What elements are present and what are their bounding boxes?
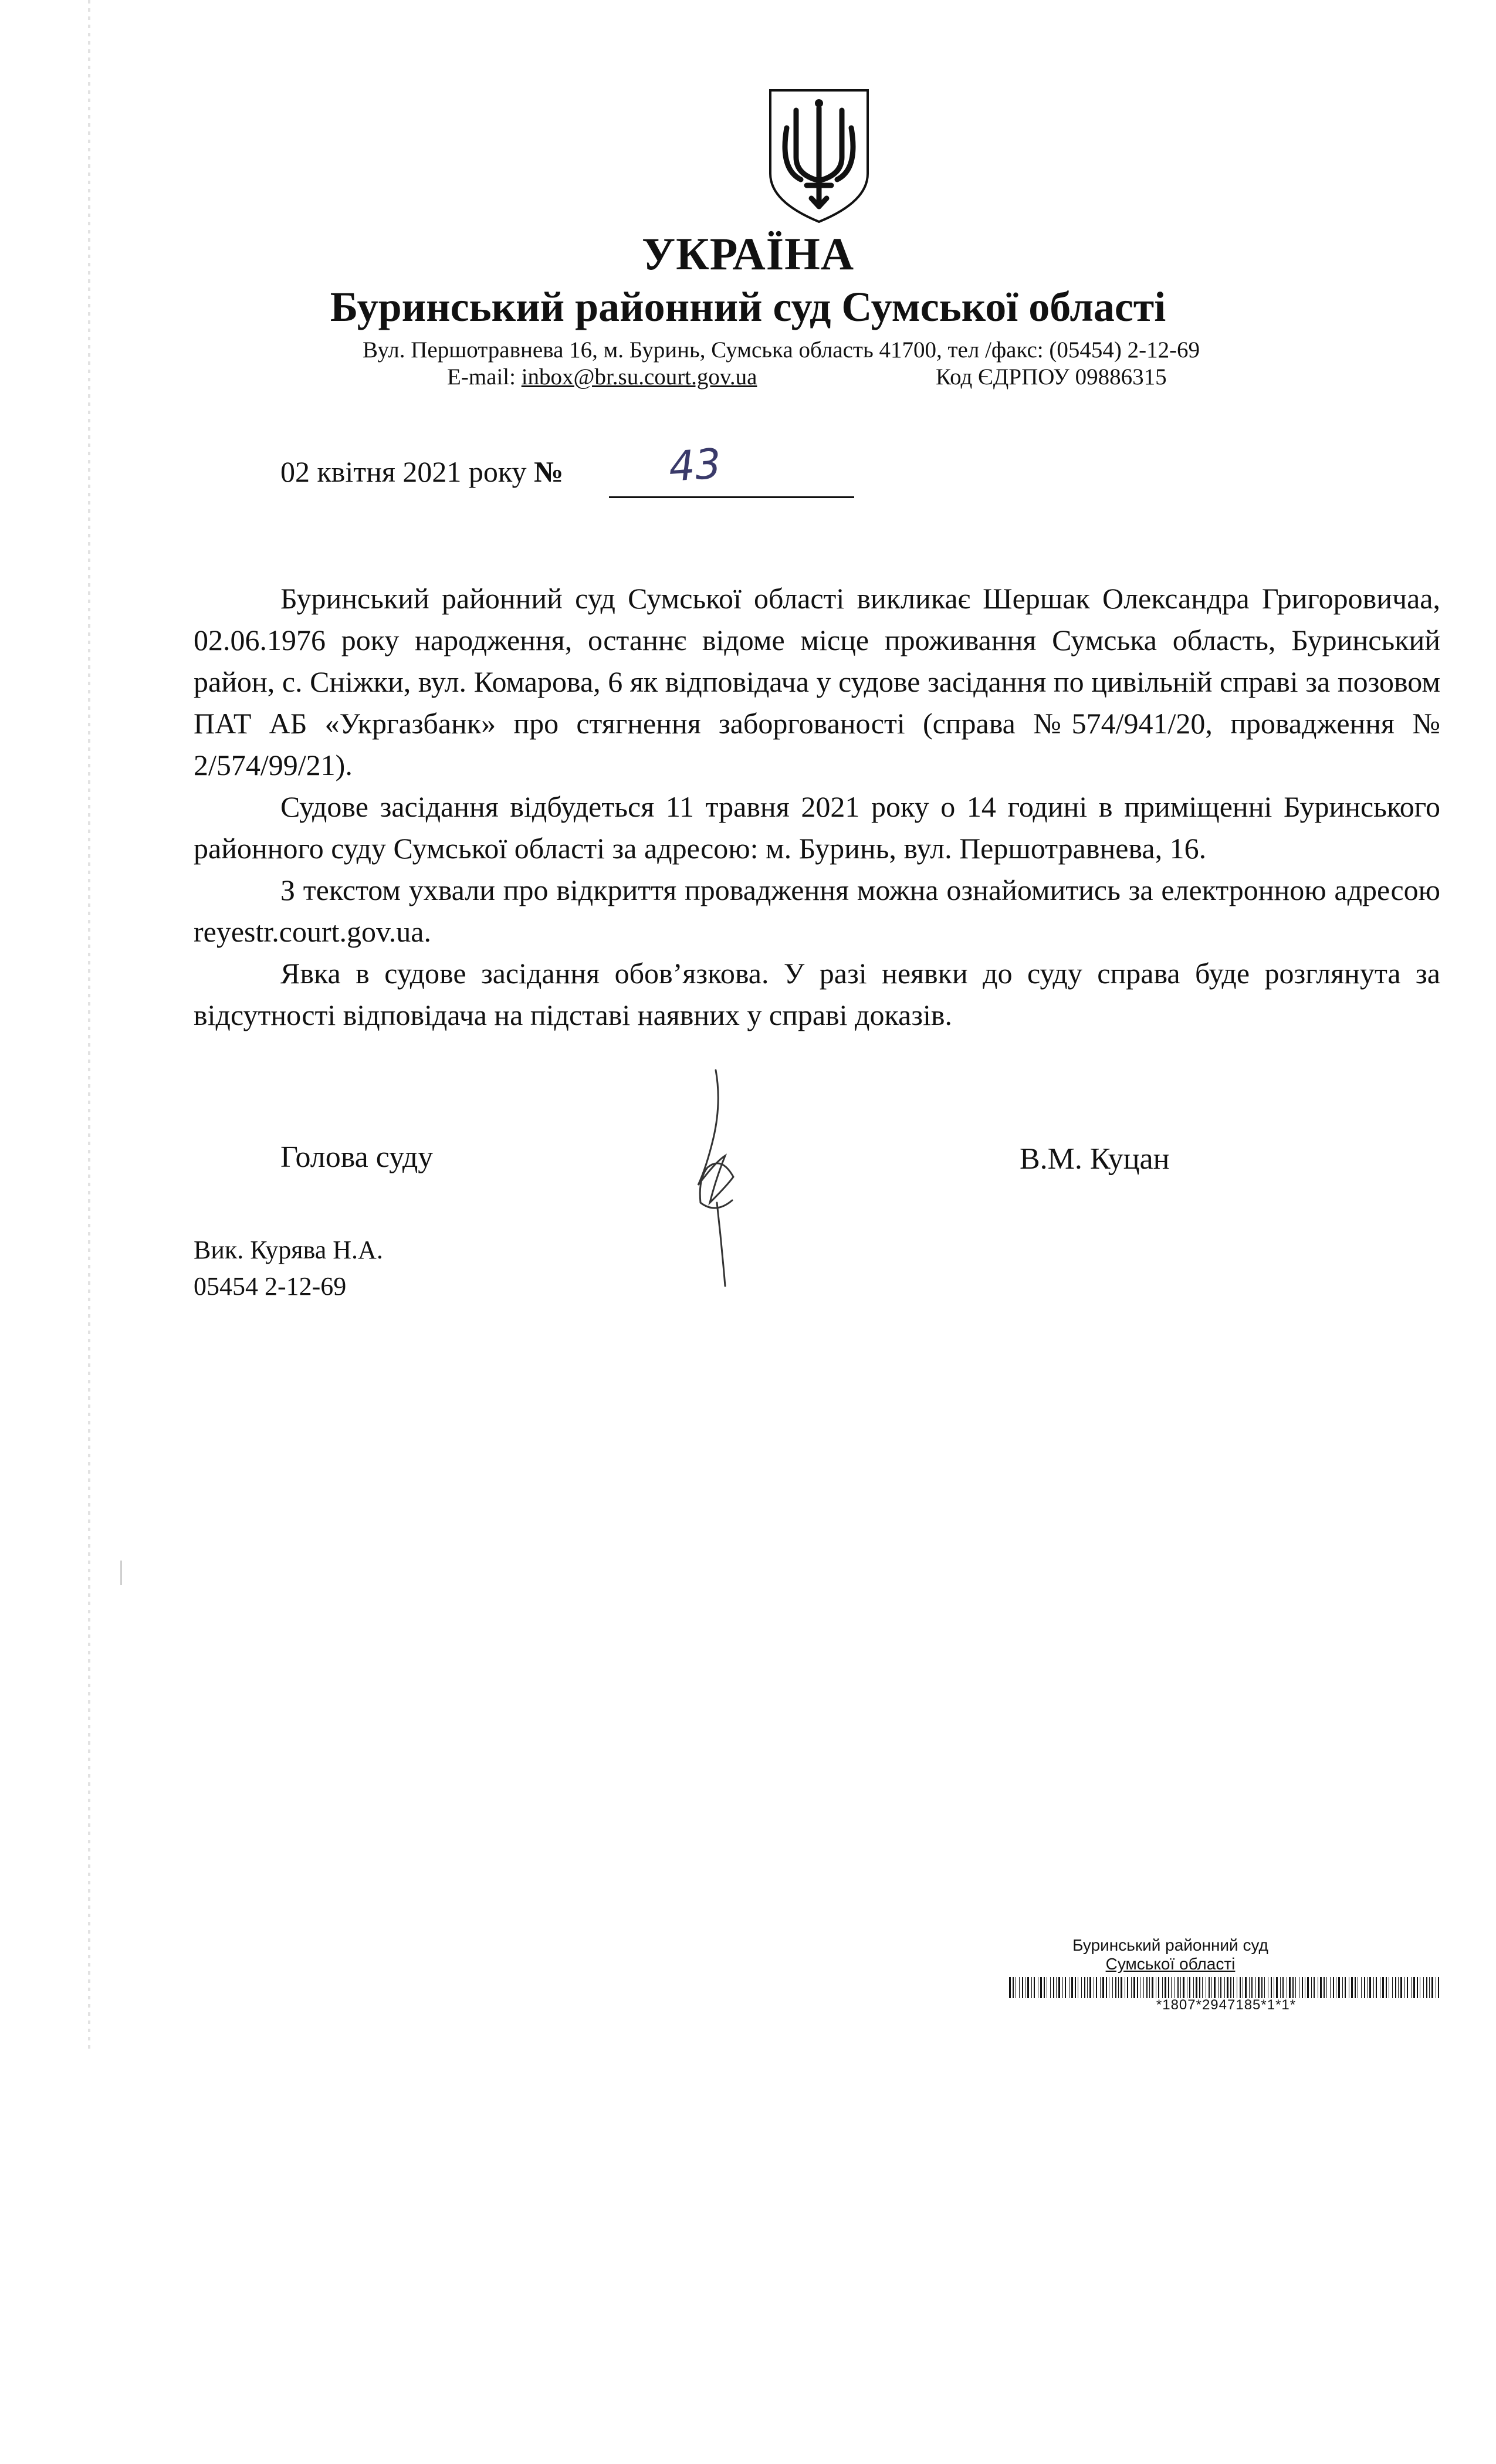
- edrpou-code: Код ЄДРПОУ 09886315: [936, 364, 1167, 390]
- email-link[interactable]: inbox@br.su.court.gov.ua: [521, 364, 757, 390]
- handwritten-number: 43: [667, 439, 723, 492]
- signatory-title: Голова суду: [280, 1140, 434, 1174]
- email-label: E-mail:: [447, 364, 522, 390]
- court-name: Буринський районний суд Сумської області: [330, 283, 1166, 330]
- court-address: Вул. Першотравнева 16, м. Буринь, Сумська область 41700, тел /факс: (05454) 2-12-69: [363, 337, 1200, 363]
- letter-body: [194, 578, 1440, 1036]
- executor-name: Вик. Курява Н.А.: [194, 1236, 383, 1264]
- paragraph-ruling-text: З текстом ухвали про відкриття провадження можна ознайомитись за електронною адресою reyestr.court.gov.ua.: [194, 874, 1440, 948]
- signatory-name: В.М. Куцан: [1020, 1142, 1170, 1176]
- executor-block: [194, 1232, 383, 1305]
- scan-mark-artifact: [120, 1561, 122, 1585]
- barcode-text: *1807*2947185*1*1*: [1156, 1997, 1297, 2013]
- country-title: УКРАЇНА: [641, 228, 855, 279]
- letter-date-line: [280, 455, 563, 489]
- barcode: [1009, 1977, 1443, 1998]
- handwritten-signature: [675, 1068, 763, 1291]
- number-sign: №: [533, 455, 564, 488]
- executor-phone: 05454 2-12-69: [194, 1272, 347, 1301]
- number-underline: [609, 496, 854, 498]
- registration-stamp: [1009, 1936, 1455, 2030]
- email-line: [447, 364, 757, 390]
- stamp-court-line2: Сумської області: [1105, 1955, 1236, 1973]
- letter-date: 02 квітня 2021 року: [280, 455, 527, 488]
- trident-coat-of-arms-icon: [766, 87, 872, 225]
- paragraph-summons: Буринський районний суд Сумської області викликає Шершак Олександра Григоровичаа, 02.06.1976 року народження, останнє відоме місце проживання Сумська область, Буринський район, с. Сніжки, вул. Комарова, 6 як відповідача у судове засідання по цивільній справі за позовом ПАТ АБ «Укргазбанк» про стягнення заборгованості (справа №574/941/20, провадження № 2/574/99/21).: [194, 582, 1440, 781]
- paragraph-attendance: Явка в судове засідання обов’язкова. У разі неявки до суду справа буде розглянута за відсутності відповідача на підставі наявних у справі доказів.: [194, 957, 1440, 1031]
- paragraph-hearing: Судове засідання відбудеться 11 травня 2021 року о 14 годині в приміщенні Буринського районного суду Сумської області за адресою: м. Буринь, вул. Першотравнева, 16.: [194, 790, 1440, 865]
- stamp-court-line1: Буринський районний суд: [1072, 1936, 1268, 1954]
